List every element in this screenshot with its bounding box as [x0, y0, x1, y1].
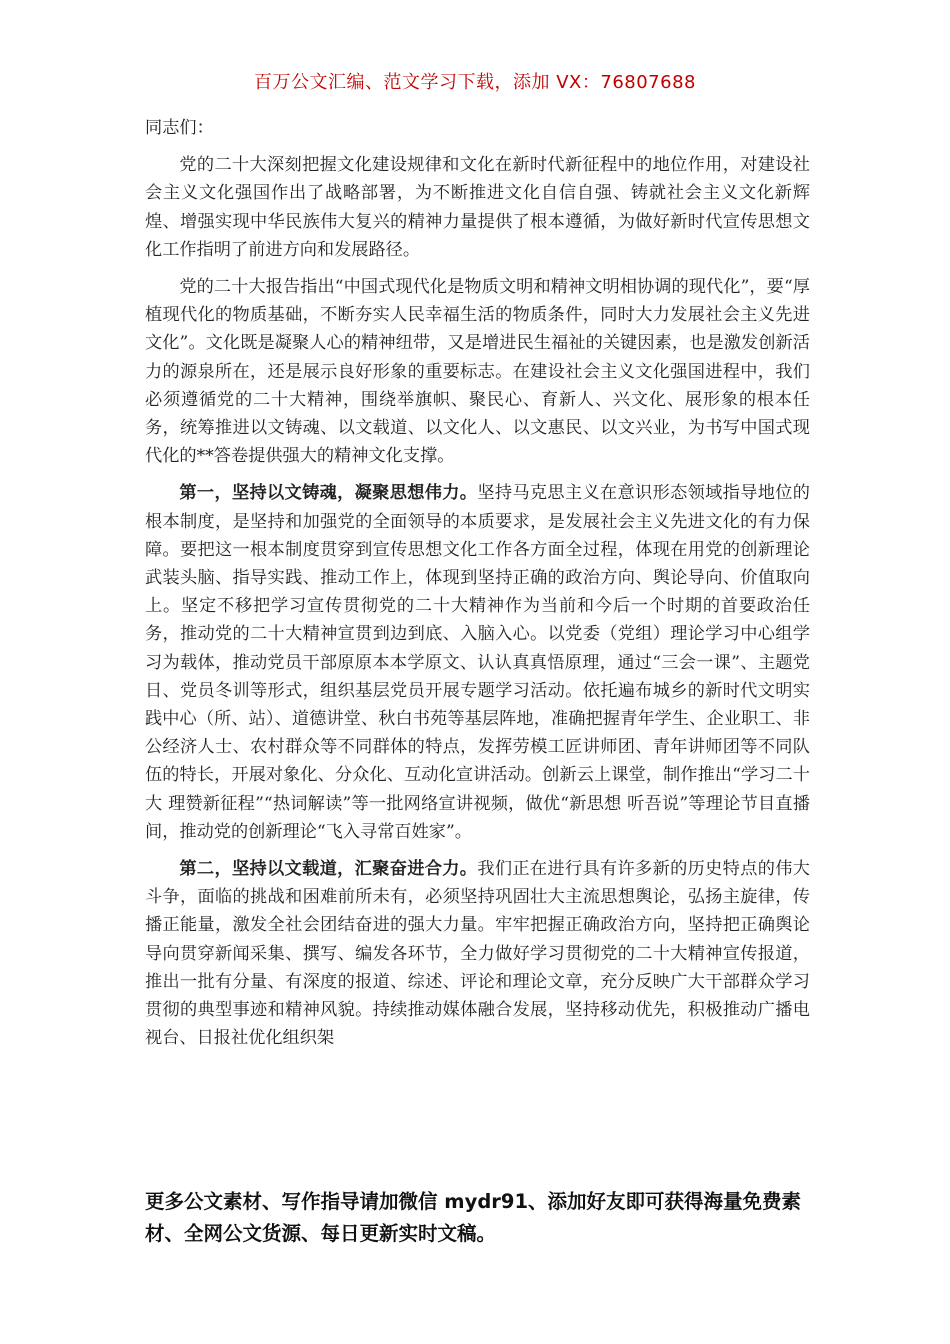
paragraph-text: 党的二十大报告指出“中国式现代化是物质文明和精神文明相协调的现代化”，要“厚植现代化的物质基础，不断夯实人民幸福生活的物质条件，同时大力发展社会主义先进文化”。文化既是凝聚人心的精神纽带，又是增进民生福祉的关键因素，也是激发创新活力的源泉所在，还是展示良好形象的重要标志。在建设社会主义文化强国进程中，我们必须遵循党的二十大精神，围绕举旗帜、聚民心、育新人、兴文化、展形象的根本任务，统筹推进以文铸魂、以文载道、以文化人、以文惠民、以文兴业，为书写中国式现代化的**答卷提供强大的精神文化支撑。 [145, 277, 810, 467]
paragraph-section-one [145, 479, 810, 846]
section-heading: 第二，坚持以文载道，汇聚奋进合力。 [179, 859, 478, 880]
section-heading: 第一，坚持以文铸魂，凝聚思想伟力。 [179, 483, 478, 504]
paragraph-text: 坚持马克思主义在意识形态领域指导地位的根本制度，是坚持和加强党的全面领导的本质要求，是发展社会主义先进文化的有力保障。要把这一根本制度贯穿到宣传思想文化工作各方面全过程，体现在用党的创新理论武装头脑、指导实践、推动工作上，体现到坚持正确的政治方向、舆论导向、价值取向上。坚定不移把学习宣传贯彻党的二十大精神作为当前和今后一个时期的首要政治任务，推动党的二十大精神宣贯到边到底、入脑入心。以党委（党组）理论学习中心组学习为载体，推动党员干部原原本本学原文、认认真真悟原理，通过“三会一课”、主题党日、党员冬训等形式，组织基层党员开展专题学习活动。依托遍布城乡的新时代文明实践中心（所、站）、道德讲堂、秋白书苑等基层阵地，准确把握青年学生、企业职工、非公经济人士、农村群众等不同群体的特点，发挥劳模工匠讲师团、青年讲师团等不同队伍的特长，开展对象化、分众化、互动化宣讲活动。创新云上课堂，制作推出“学习二十大 理赞新征程”“热词解读”等一批网络宣讲视频，做优“新思想 听吾说”等理论节目直播间，推动党的创新理论“飞入寻常百姓家”。 [145, 483, 810, 842]
paragraph-text: 党的二十大深刻把握文化建设规律和文化在新时代新征程中的地位作用，对建设社会主义文化强国作出了战略部署，为不断推进文化自信自强、铸就社会主义文化新辉煌、增强实现中华民族伟大复兴的精神力量提供了根本遵循，为做好新时代宣传思想文化工作指明了前进方向和发展路径。 [145, 155, 810, 260]
paragraph-text: 我们正在进行具有许多新的历史特点的伟大斗争，面临的挑战和困难前所未有，必须坚持巩固壮大主流思想舆论，弘扬主旋律，传播正能量，激发全社会团结奋进的强大力量。牢牢把握正确政治方向，坚持把正确舆论导向贯穿新闻采集、撰写、编发各环节，全力做好学习贯彻党的二十大精神宣传报道，推出一批有分量、有深度的报道、综述、评论和理论文章，充分反映广大干部群众学习贯彻的典型事迹和精神风貌。持续推动媒体融合发展，坚持移动优先，积极推动广播电视台、日报社优化组织架 [145, 859, 810, 1049]
document-body [145, 114, 810, 1062]
paragraph-intro [145, 151, 810, 264]
footer-promo-text: 更多公文素材、写作指导请加微信 mydr91、添加好友即可获得海量免费素材、全网公文货源、每日更新实时文稿。 [145, 1190, 802, 1245]
header-promo-banner: 百万公文汇编、范文学习下载，添加 VX：76807688 [254, 72, 696, 93]
salutation: 同志们： [145, 118, 214, 138]
paragraph-report [145, 273, 810, 470]
paragraph-section-two [145, 855, 810, 1052]
